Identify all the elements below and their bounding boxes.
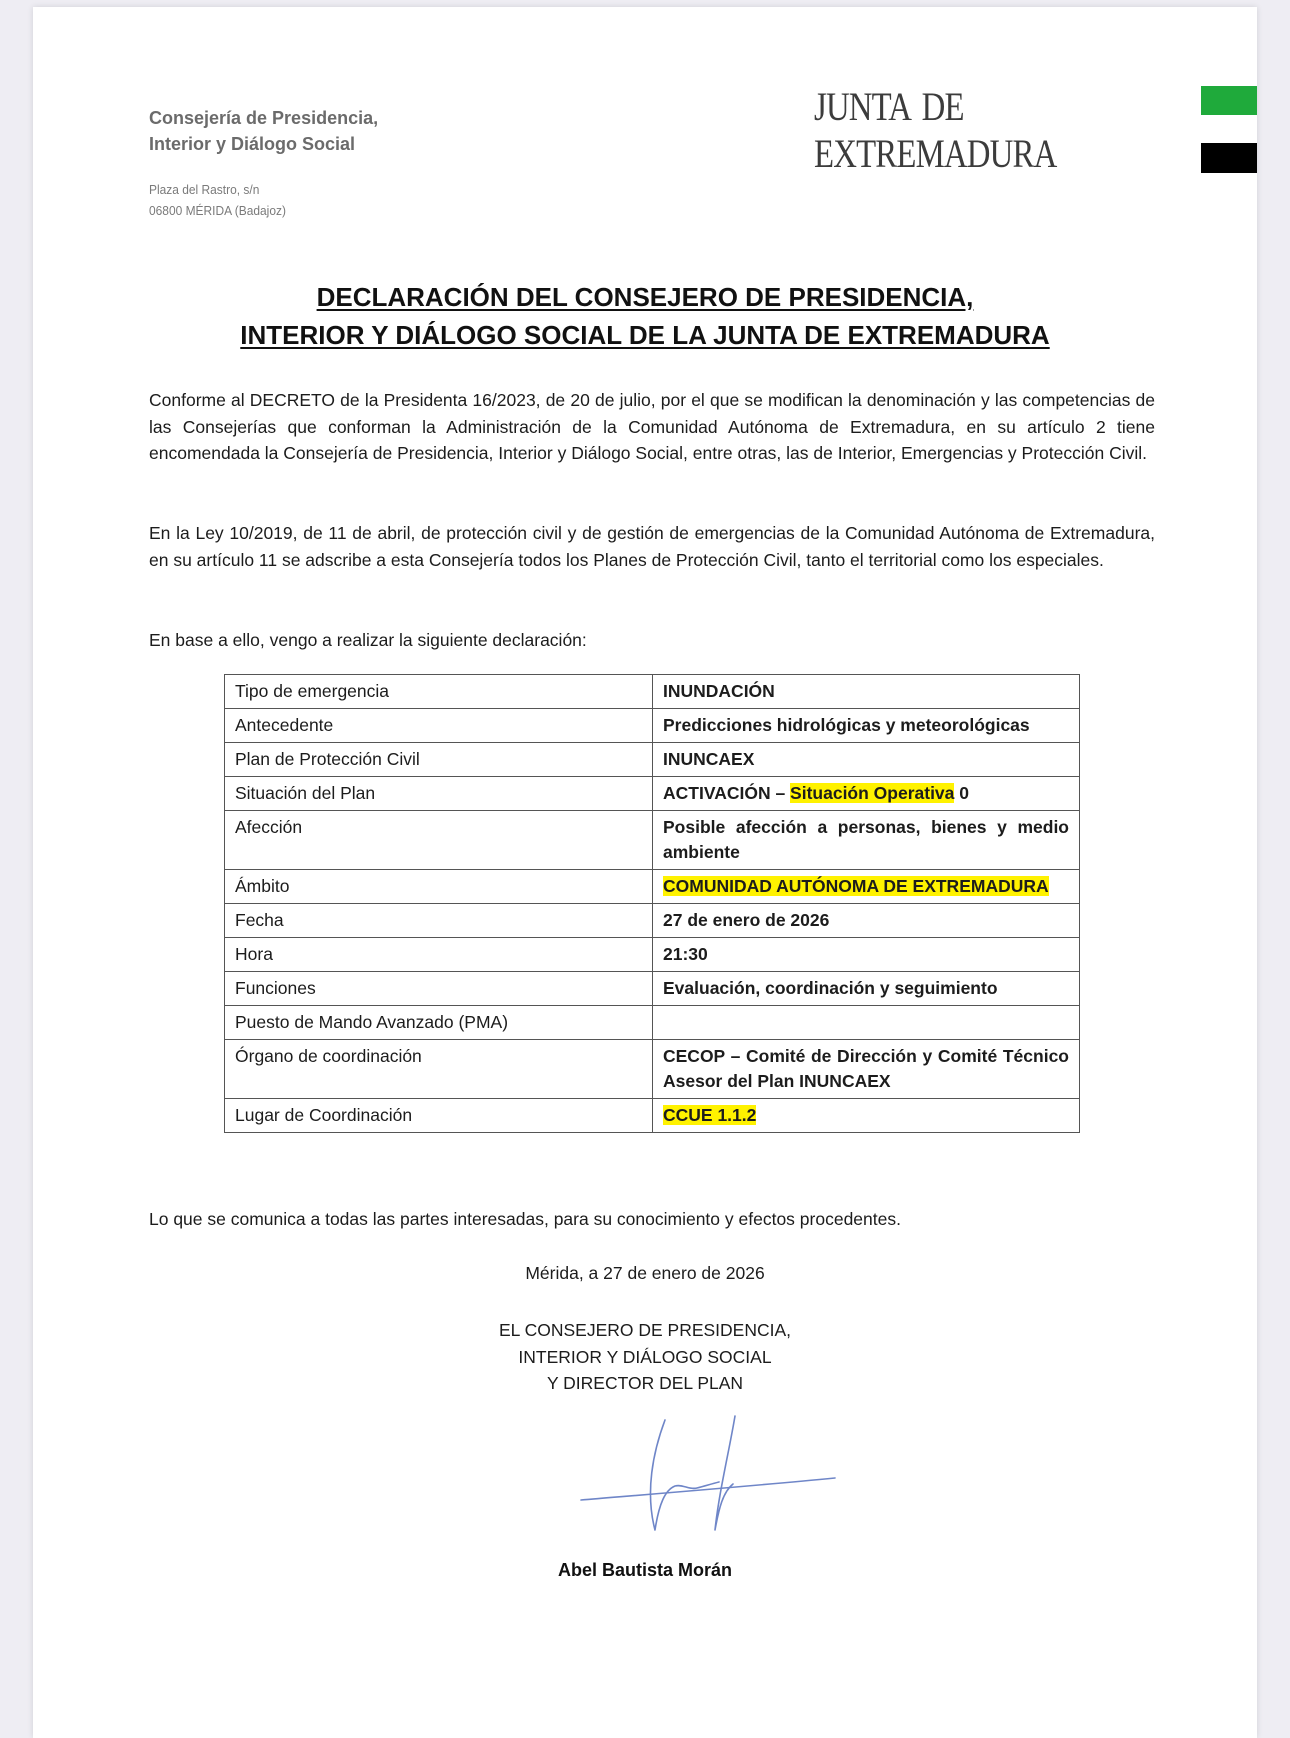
row-label: Funciones <box>225 972 653 1006</box>
department-line-1: Consejería de Presidencia, <box>149 108 379 128</box>
highlighted-text: COMUNIDAD AUTÓNOMA DE EXTREMADURA <box>663 876 1049 896</box>
table-row <box>225 870 1080 904</box>
row-value <box>653 1099 1080 1133</box>
table-row <box>225 743 1080 777</box>
address-line-1: Plaza del Rastro, s/n <box>149 182 260 197</box>
closing-statement: Lo que se comunica a todas las partes interesadas, para su conocimiento y efectos procedentes. <box>149 1209 901 1229</box>
row-value: Evaluación, coordinación y seguimiento <box>653 972 1080 1006</box>
row-label: Situación del Plan <box>225 777 653 811</box>
value-suffix: 0 <box>954 783 970 803</box>
table-row <box>225 1006 1080 1040</box>
row-value: Predicciones hidrológicas y meteorológicas <box>653 709 1080 743</box>
signature-strokes <box>581 1416 835 1530</box>
highlighted-text: Situación Operativa <box>790 783 955 803</box>
document-title <box>33 278 1257 354</box>
value-prefix: ACTIVACIÓN – <box>663 783 791 803</box>
row-label: Puesto de Mando Avanzado (PMA) <box>225 1006 653 1040</box>
signature-first-loop-stroke <box>650 1420 719 1530</box>
table-row <box>225 1099 1080 1133</box>
row-label: Hora <box>225 938 653 972</box>
row-label: Tipo de emergencia <box>225 675 653 709</box>
row-label: Fecha <box>225 904 653 938</box>
document-page <box>33 7 1257 1738</box>
row-label: Órgano de coordinación <box>225 1040 653 1099</box>
address-line-2: 06800 MÉRIDA (Badajoz) <box>149 203 286 218</box>
signer-title <box>33 1317 1257 1397</box>
row-label: Ámbito <box>225 870 653 904</box>
row-label: Antecedente <box>225 709 653 743</box>
row-value: Posible afección a personas, bienes y medio ambiente <box>653 811 1080 870</box>
row-label: Lugar de Coordinación <box>225 1099 653 1133</box>
title-line-2: INTERIOR Y DIÁLOGO SOCIAL DE LA JUNTA DE EXTREMADURA <box>240 320 1050 350</box>
table-row <box>225 811 1080 870</box>
row-value: INUNCAEX <box>653 743 1080 777</box>
signature-baseline-stroke <box>581 1478 835 1500</box>
row-value: CECOP – Comité de Dirección y Comité Técnico Asesor del Plan INUNCAEX <box>653 1040 1080 1099</box>
declaration-table <box>224 674 1080 1133</box>
paragraph-intro-declaracion: En base a ello, vengo a realizar la siguiente declaración: <box>149 630 587 650</box>
table-row <box>225 904 1080 938</box>
title-line-1: DECLARACIÓN DEL CONSEJERO DE PRESIDENCIA, <box>316 282 974 312</box>
row-value: INUNDACIÓN <box>653 675 1080 709</box>
row-value: 21:30 <box>653 938 1080 972</box>
signer-title-line-1: EL CONSEJERO DE PRESIDENCIA, <box>498 1320 792 1340</box>
row-label: Plan de Protección Civil <box>225 743 653 777</box>
signer-name: Abel Bautista Morán <box>557 1560 733 1580</box>
table-row <box>225 709 1080 743</box>
signer-title-line-2: INTERIOR Y DIÁLOGO SOCIAL <box>518 1346 772 1367</box>
row-value <box>653 1006 1080 1040</box>
table-row <box>225 777 1080 811</box>
table-row <box>225 972 1080 1006</box>
table-row <box>225 1040 1080 1099</box>
row-label: Afección <box>225 811 653 870</box>
place-and-date: Mérida, a 27 de enero de 2026 <box>525 1263 765 1283</box>
department-name <box>149 105 378 157</box>
signer-title-line-3: Y DIRECTOR DEL PLAN <box>546 1373 744 1393</box>
junta-logo-text: JUNTA DE EXTREMADURA <box>814 84 1057 176</box>
highlighted-text: CCUE 1.1.2 <box>663 1105 757 1125</box>
department-address <box>149 179 286 221</box>
row-value <box>653 777 1080 811</box>
handwritten-signature-icon <box>573 1412 853 1552</box>
flag-stripe-green <box>1201 86 1257 115</box>
paragraph-ley: En la Ley 10/2019, de 11 de abril, de protección civil y de gestión de emergencias de la Comunidad Autónoma de Extremadura, en su artículo 11 se adscribe a esta Consejería todos los Planes de Protección Civil, tanto el territorial como los especiales. <box>149 523 1155 570</box>
row-value <box>653 870 1080 904</box>
department-line-2: Interior y Diálogo Social <box>149 134 356 154</box>
paragraph-decreto: Conforme al DECRETO de la Presidenta 16/2023, de 20 de julio, por el que se modifican la denominación y las competencias de las Consejerías que conforman la Administración de la Comunidad Autónoma de Extremadura, en su artículo 2 tiene encomendada la Consejería de Presidencia, Interior y Diálogo Social, entre otras, las de Interior, Emergencias y Protección Civil. <box>149 390 1155 463</box>
signature-second-stroke <box>715 1416 735 1530</box>
flag-stripe-black <box>1201 143 1257 173</box>
row-value: 27 de enero de 2026 <box>653 904 1080 938</box>
table-row <box>225 675 1080 709</box>
table-row <box>225 938 1080 972</box>
